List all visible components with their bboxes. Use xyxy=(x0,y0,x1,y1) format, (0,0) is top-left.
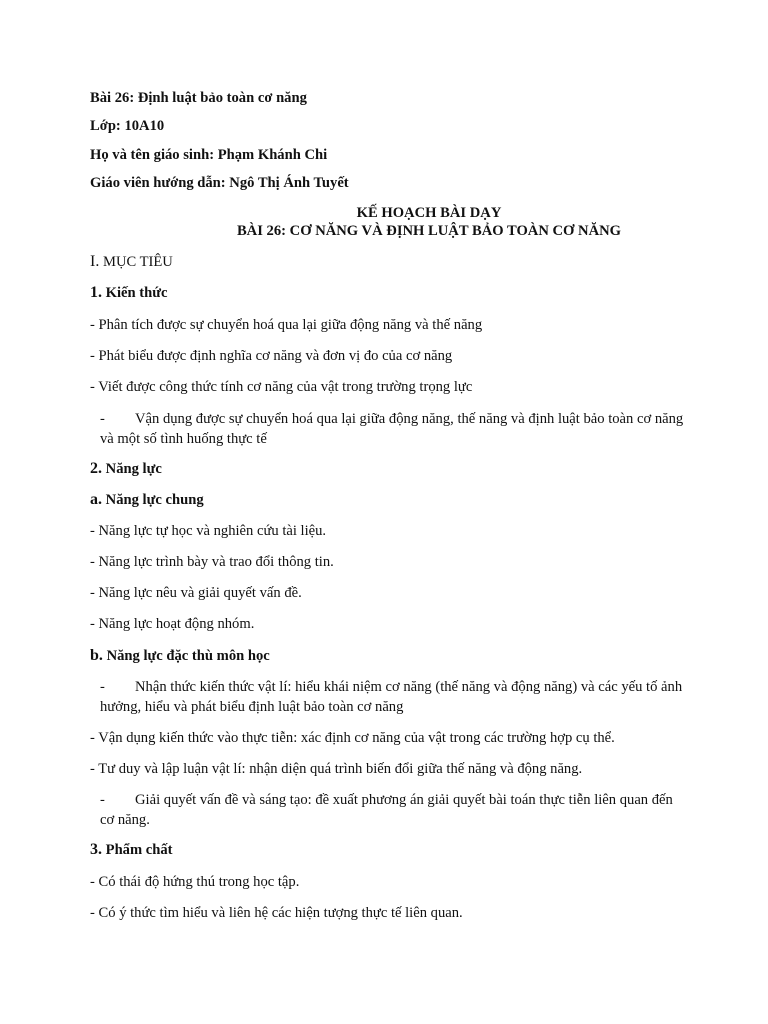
bullet-text: Vận dụng được sự chuyển hoá qua lại giữa động năng, thế năng và định luật bảo toàn cơ năng và một số tình huống thực tế xyxy=(100,411,684,447)
knowledge-item: - Viết được công thức tính cơ năng của vật trong trường trọng lực xyxy=(90,379,473,395)
general-competence-item: - Năng lực nêu và giải quyết vấn đề. xyxy=(90,585,302,601)
plan-title: KẾ HOẠCH BÀI DẠY xyxy=(356,205,502,221)
specific-indented-item xyxy=(100,790,690,830)
qualities-item: - Có ý thức tìm hiểu và liên hệ các hiện tượng thực tế liên quan. xyxy=(90,905,463,921)
lesson-line: Bài 26: Định luật bảo toàn cơ năng xyxy=(90,90,307,106)
knowledge-indented-item xyxy=(100,409,690,449)
general-competence-item: - Năng lực hoạt động nhóm. xyxy=(90,616,255,632)
class-line: Lớp: 10A10 xyxy=(90,118,165,134)
knowledge-item: - Phát biểu được định nghĩa cơ năng và đơn vị đo của cơ năng xyxy=(90,348,453,364)
bullet-dash: - xyxy=(100,411,105,427)
lesson-title: BÀI 26: CƠ NĂNG VÀ ĐỊNH LUẬT BẢO TOÀN CƠ NĂNG xyxy=(236,223,622,239)
competence-heading xyxy=(90,459,162,479)
bullet-dash: - xyxy=(100,679,105,695)
competence-label: Năng lực xyxy=(105,461,162,477)
knowledge-item: - Phân tích được sự chuyển hoá qua lại giữa động năng và thế năng xyxy=(90,317,483,333)
section-label: MỤC TIÊU xyxy=(102,254,173,270)
knowledge-label: Kiến thức xyxy=(105,285,168,301)
qualities-heading xyxy=(90,840,173,860)
specific-competence-item: - Tư duy và lập luận vật lí: nhận diện quá trình biến đổi giữa thế năng và động năng. xyxy=(90,761,583,777)
section-number: I. xyxy=(90,253,100,270)
qualities-number: 3. xyxy=(90,841,102,858)
general-label: Năng lực chung xyxy=(105,492,204,508)
specific-indented-item xyxy=(100,677,690,717)
competence-number: 2. xyxy=(90,460,102,477)
student-teacher-line: Họ và tên giáo sinh: Phạm Khánh Chi xyxy=(90,147,328,163)
knowledge-number: 1. xyxy=(90,284,102,301)
bullet-text: Giải quyết vấn đề và sáng tạo: đề xuất phương án giải quyết bài toán thực tiễn liên quan đến cơ năng. xyxy=(100,792,673,828)
general-competence-item: - Năng lực tự học và nghiên cứu tài liệu. xyxy=(90,523,327,539)
bullet-text: Nhận thức kiến thức vật lí: hiểu khái niệm cơ năng (thế năng và động năng) và các yếu tố ảnh hưởng, hiểu và phát biểu định luật bảo toàn cơ năng xyxy=(100,679,683,715)
knowledge-heading xyxy=(90,283,168,303)
section-objectives-heading xyxy=(90,252,173,272)
qualities-label: Phẩm chất xyxy=(105,842,173,858)
general-competence-item: - Năng lực trình bày và trao đổi thông tin. xyxy=(90,554,334,570)
supervisor-line: Giáo viên hướng dẫn: Ngô Thị Ánh Tuyết xyxy=(90,175,349,191)
general-number: a. xyxy=(90,491,102,508)
qualities-item: - Có thái độ hứng thú trong học tập. xyxy=(90,874,300,890)
specific-number: b. xyxy=(90,647,103,664)
bullet-dash: - xyxy=(100,792,105,808)
specific-competence-item: - Vận dụng kiến thức vào thực tiễn: xác định cơ năng của vật trong các trường hợp cụ thể. xyxy=(90,730,615,746)
specific-competence-heading xyxy=(90,646,270,666)
specific-label: Năng lực đặc thù môn học xyxy=(106,648,270,664)
general-competence-heading xyxy=(90,490,204,510)
